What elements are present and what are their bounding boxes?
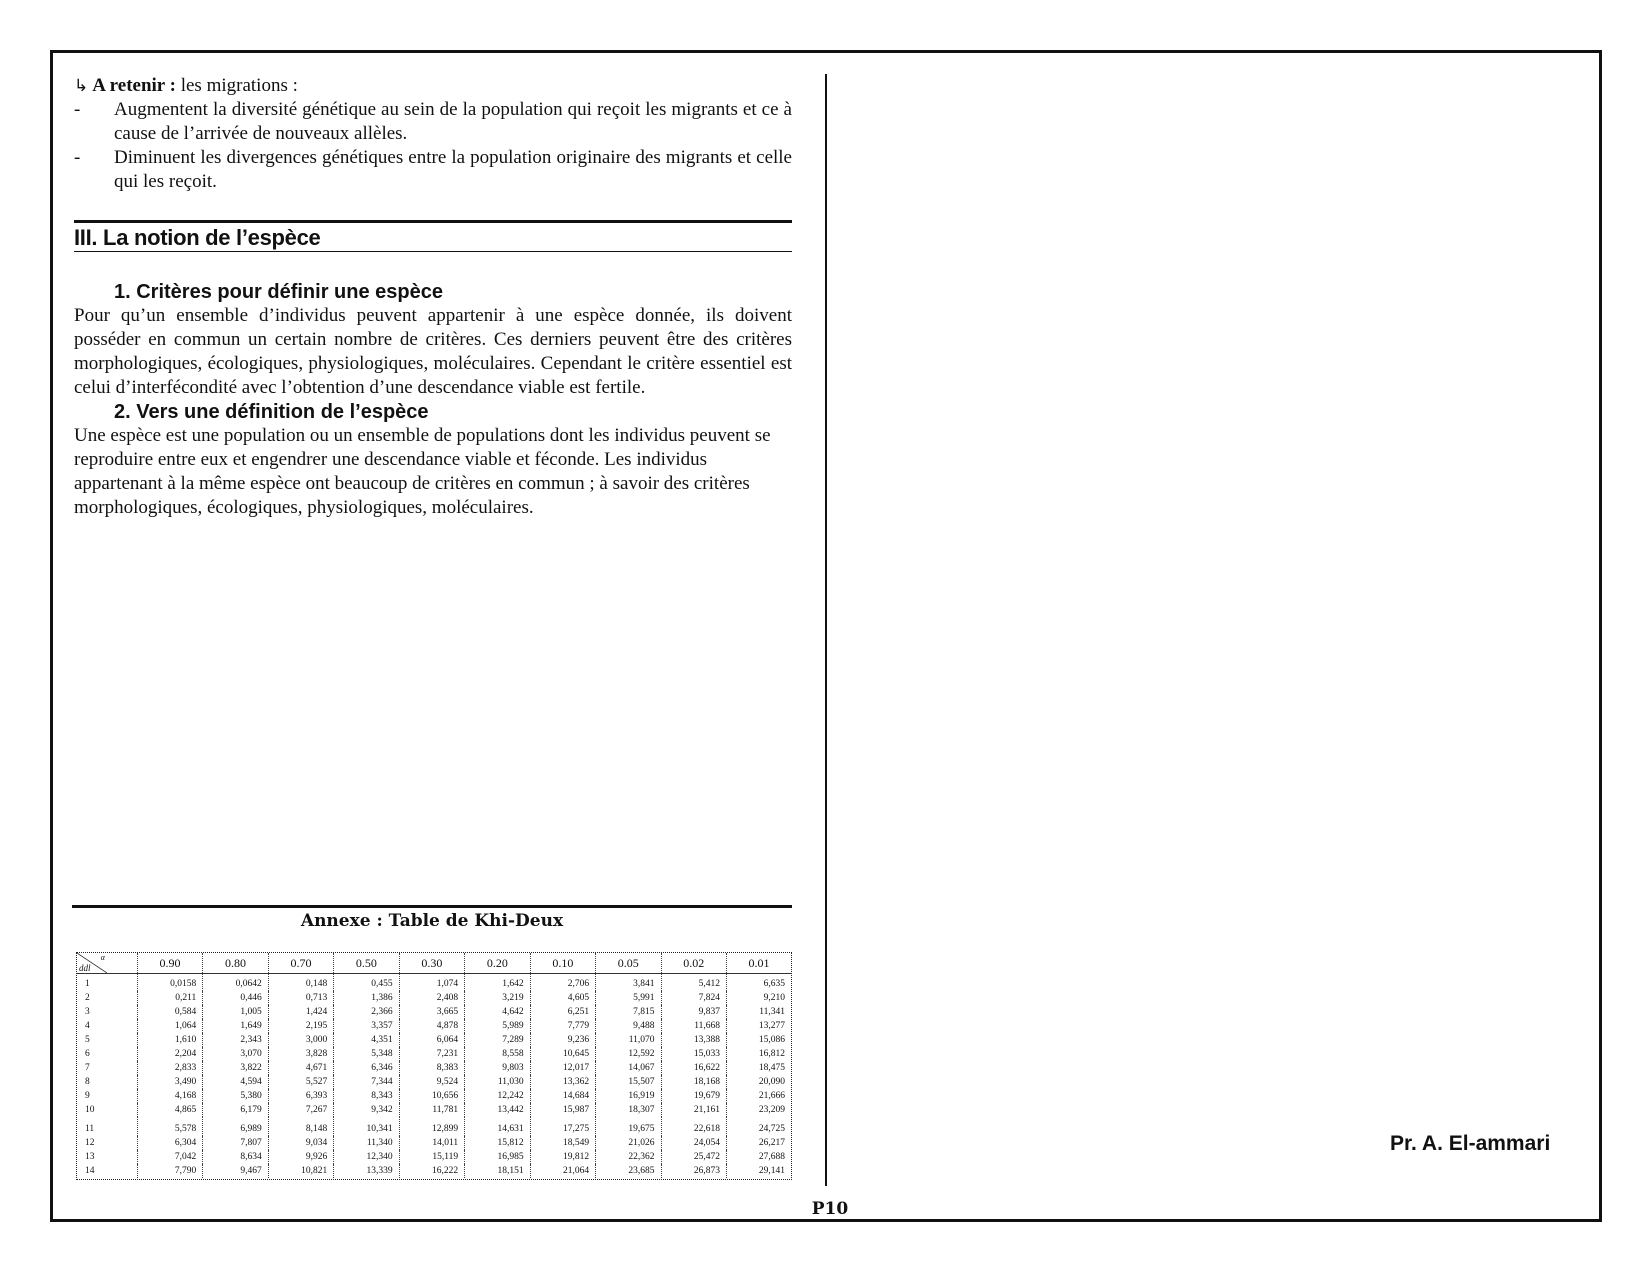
table-cell: 6,179 xyxy=(203,1103,268,1117)
alpha-label: α xyxy=(100,953,105,962)
table-cell: 5,527 xyxy=(268,1075,333,1089)
alpha-header: 0.70 xyxy=(268,953,333,974)
table-cell: 9,803 xyxy=(465,1061,530,1075)
table-cell: 13,339 xyxy=(334,1164,399,1178)
table-cell: 0,148 xyxy=(268,974,333,992)
table-cell: 7,807 xyxy=(203,1136,268,1150)
table-cell: 3,828 xyxy=(268,1047,333,1061)
table-row xyxy=(77,1136,791,1150)
table-cell: 4,594 xyxy=(203,1075,268,1089)
table-row xyxy=(77,1061,791,1075)
table-cell: 16,985 xyxy=(465,1150,530,1164)
table-cell: 24,054 xyxy=(661,1136,726,1150)
table-cell: 7,790 xyxy=(137,1164,202,1178)
table-cell: 15,812 xyxy=(465,1136,530,1150)
paragraph-definition: Une espèce est une population ou un ensemble de populations dont les individus peuvent se reproduire entre eux et engendrer une descendance viable et féconde. Les individus appartenant à la même espèce ont beaucoup de critères en commun ; à savoir des critères morphologiques, écologiques, physiologiques, moléculaires. xyxy=(74,425,771,518)
ddl-cell: 2 xyxy=(77,991,137,1005)
table-cell: 9,488 xyxy=(596,1019,661,1033)
table-cell: 11,030 xyxy=(465,1075,530,1089)
ddl-cell: 11 xyxy=(77,1117,137,1136)
table-cell: 9,210 xyxy=(763,993,785,1003)
table-cell: 21,666 xyxy=(758,1091,785,1101)
table-cell: 3,000 xyxy=(268,1033,333,1047)
table-row xyxy=(77,1047,791,1061)
table-cell: 0,713 xyxy=(268,991,333,1005)
table-cell: 24,725 xyxy=(758,1124,785,1134)
alpha-header: 0.30 xyxy=(399,953,464,974)
retenir-bullet-text: Diminuent les divergences génétiques entre la population originaire des migrants et celle qui les reçoit. xyxy=(114,147,792,192)
table-cell: 4,605 xyxy=(530,991,595,1005)
table-cell: 6,989 xyxy=(203,1117,268,1136)
table-row xyxy=(77,1103,791,1117)
table-cell: 6,304 xyxy=(137,1136,202,1150)
table-cell: 7,824 xyxy=(661,991,726,1005)
alpha-header: 0.05 xyxy=(596,953,661,974)
table-cell: 14,684 xyxy=(530,1089,595,1103)
retenir-heading xyxy=(74,74,792,98)
table-cell: 10,656 xyxy=(399,1089,464,1103)
table-cell: 7,267 xyxy=(268,1103,333,1117)
table-cell: 9,342 xyxy=(334,1103,399,1117)
table-cell: 6,346 xyxy=(334,1061,399,1075)
khi-deux-table xyxy=(76,952,792,1180)
table-cell: 9,926 xyxy=(268,1150,333,1164)
table-cell: 2,833 xyxy=(137,1061,202,1075)
table-cell: 7,344 xyxy=(334,1075,399,1089)
alpha-header: 0.20 xyxy=(465,953,530,974)
ddl-cell: 13 xyxy=(77,1150,137,1164)
left-column xyxy=(74,74,792,518)
table-cell: 15,086 xyxy=(758,1035,785,1045)
ddl-cell: 8 xyxy=(77,1075,137,1089)
table-cell: 8,383 xyxy=(399,1061,464,1075)
table-cell: 7,815 xyxy=(596,1005,661,1019)
table-cell: 23,685 xyxy=(596,1164,661,1178)
alpha-header: 0.80 xyxy=(203,953,268,974)
table-cell: 8,634 xyxy=(203,1150,268,1164)
table-cell: 0,455 xyxy=(334,974,399,992)
table-cell: 10,341 xyxy=(334,1117,399,1136)
table-cell: 1,610 xyxy=(137,1033,202,1047)
table-cell: 27,688 xyxy=(758,1152,785,1162)
table-cell: 3,665 xyxy=(399,1005,464,1019)
table-cell: 6,635 xyxy=(763,979,785,989)
retenir-bullet-text: Augmentent la diversité génétique au sein de la population qui reçoit les migrants et ce à cause de l’arrivée de nouveaux allèles. xyxy=(114,99,792,144)
table-cell: 4,878 xyxy=(399,1019,464,1033)
column-divider xyxy=(825,74,827,1186)
ddl-cell: 4 xyxy=(77,1019,137,1033)
table-row xyxy=(77,1089,791,1103)
table-cell: 4,168 xyxy=(137,1089,202,1103)
table-cell: 16,222 xyxy=(399,1164,464,1178)
table-cell: 12,340 xyxy=(334,1150,399,1164)
ddl-cell: 14 xyxy=(77,1164,137,1178)
table-cell: 2,195 xyxy=(268,1019,333,1033)
table-row xyxy=(77,974,791,992)
table-cell: 23,209 xyxy=(758,1105,785,1115)
table-row xyxy=(77,1150,791,1164)
table-cell: 2,204 xyxy=(137,1047,202,1061)
table-cell: 17,275 xyxy=(530,1117,595,1136)
table-row xyxy=(77,1075,791,1089)
table-cell: 11,341 xyxy=(759,1007,785,1017)
ddl-cell: 3 xyxy=(77,1005,137,1019)
table-cell: 5,991 xyxy=(596,991,661,1005)
khi-header-row xyxy=(77,953,791,974)
paragraph-criteres: Pour qu’un ensemble d’individus peuvent appartenir à une espèce donnée, ils doivent posséder en commun un certain nombre de critères. Ces derniers peuvent être des critères morphologiques, écologiques, physiologiques, moléculaires. Cependant le critère essentiel est celui d’interfécondité avec l’obtention d’une descendance viable est fertile. xyxy=(74,305,792,398)
table-cell: 1,074 xyxy=(399,974,464,992)
table-cell: 2,366 xyxy=(334,1005,399,1019)
table-cell: 11,781 xyxy=(399,1103,464,1117)
alpha-header: 0.10 xyxy=(530,953,595,974)
table-cell: 21,161 xyxy=(661,1103,726,1117)
annexe-title: Annexe : Table de Khi-Deux xyxy=(300,911,564,931)
table-cell: 11,668 xyxy=(661,1019,726,1033)
table-cell: 13,362 xyxy=(530,1075,595,1089)
author-name: Pr. A. El-ammari xyxy=(1390,1132,1551,1155)
ddl-cell: 10 xyxy=(77,1103,137,1117)
table-cell: 18,307 xyxy=(596,1103,661,1117)
table-cell: 22,362 xyxy=(596,1150,661,1164)
table-cell: 4,642 xyxy=(465,1005,530,1019)
table-cell: 26,217 xyxy=(758,1138,785,1148)
table-cell: 19,679 xyxy=(661,1089,726,1103)
table-cell: 3,841 xyxy=(596,974,661,992)
table-cell: 25,472 xyxy=(661,1150,726,1164)
table-cell: 16,622 xyxy=(661,1061,726,1075)
table-cell: 5,348 xyxy=(334,1047,399,1061)
table-cell: 2,343 xyxy=(203,1033,268,1047)
annexe-rule xyxy=(72,905,792,908)
table-cell: 8,558 xyxy=(465,1047,530,1061)
ddl-cell: 12 xyxy=(77,1136,137,1150)
subsection-title-definition: 2. Vers une définition de l’espèce xyxy=(114,401,429,423)
table-cell: 15,507 xyxy=(596,1075,661,1089)
table-cell: 1,424 xyxy=(268,1005,333,1019)
table-cell: 15,119 xyxy=(399,1150,464,1164)
table-cell: 1,064 xyxy=(137,1019,202,1033)
ddl-label: ddl xyxy=(79,963,91,973)
table-cell: 5,578 xyxy=(137,1117,202,1136)
table-cell: 8,148 xyxy=(268,1117,333,1136)
table-cell: 13,277 xyxy=(758,1021,785,1031)
table-cell: 0,0642 xyxy=(203,974,268,992)
table-cell: 3,357 xyxy=(334,1019,399,1033)
ddl-cell: 7 xyxy=(77,1061,137,1075)
table-cell: 4,671 xyxy=(268,1061,333,1075)
table-cell: 0,584 xyxy=(137,1005,202,1019)
table-cell: 22,618 xyxy=(661,1117,726,1136)
table-cell: 18,151 xyxy=(465,1164,530,1178)
alpha-header: 0.50 xyxy=(334,953,399,974)
table-cell: 9,524 xyxy=(399,1075,464,1089)
table-cell: 3,219 xyxy=(465,991,530,1005)
alpha-header: 0.01 xyxy=(727,953,792,974)
table-cell: 13,442 xyxy=(465,1103,530,1117)
table-cell: 9,837 xyxy=(661,1005,726,1019)
table-cell: 9,034 xyxy=(268,1136,333,1150)
table-cell: 3,490 xyxy=(137,1075,202,1089)
table-row xyxy=(77,1117,791,1136)
alpha-header: 0.02 xyxy=(661,953,726,974)
table-cell: 7,289 xyxy=(465,1033,530,1047)
retenir-bullet: - Augmentent la diversité génétique au sein de la population qui reçoit les migrants et ce à cause de l’arrivée de nouveaux allèles. xyxy=(74,99,792,144)
table-cell: 21,064 xyxy=(530,1164,595,1178)
table-cell: 2,408 xyxy=(399,991,464,1005)
table-cell: 1,386 xyxy=(334,991,399,1005)
table-cell: 3,822 xyxy=(203,1061,268,1075)
table-cell: 4,351 xyxy=(334,1033,399,1047)
table-cell: 6,064 xyxy=(399,1033,464,1047)
table-cell: 4,865 xyxy=(137,1103,202,1117)
table-cell: 2,706 xyxy=(530,974,595,992)
table-cell: 5,989 xyxy=(465,1019,530,1033)
table-cell: 12,242 xyxy=(465,1089,530,1103)
table-cell: 19,812 xyxy=(530,1150,595,1164)
page-number: P10 xyxy=(811,1199,849,1219)
table-cell: 1,649 xyxy=(203,1019,268,1033)
table-cell: 7,779 xyxy=(530,1019,595,1033)
table-row xyxy=(77,1019,791,1033)
khi-corner-cell xyxy=(77,953,137,974)
table-row xyxy=(77,991,791,1005)
table-cell: 13,388 xyxy=(661,1033,726,1047)
subsection-title-criteres: 1. Critères pour définir une espèce xyxy=(114,281,443,303)
table-cell: 6,251 xyxy=(530,1005,595,1019)
table-cell: 16,919 xyxy=(596,1089,661,1103)
table-cell: 6,393 xyxy=(268,1089,333,1103)
table-cell: 5,380 xyxy=(203,1089,268,1103)
table-cell: 15,033 xyxy=(661,1047,726,1061)
table-cell: 12,592 xyxy=(596,1047,661,1061)
table-cell: 15,987 xyxy=(530,1103,595,1117)
table-cell: 11,070 xyxy=(596,1033,661,1047)
table-cell: 7,231 xyxy=(399,1047,464,1061)
table-cell: 11,340 xyxy=(334,1136,399,1150)
arrow-icon: ↳ xyxy=(74,76,89,96)
table-row xyxy=(77,1164,791,1178)
table-cell: 0,0158 xyxy=(137,974,202,992)
table-cell: 16,812 xyxy=(758,1049,785,1059)
table-cell: 20,090 xyxy=(758,1077,785,1087)
table-cell: 14,011 xyxy=(399,1136,464,1150)
table-cell: 8,343 xyxy=(334,1089,399,1103)
retenir-label: A retenir : xyxy=(92,75,176,96)
table-cell: 18,168 xyxy=(661,1075,726,1089)
ddl-cell: 6 xyxy=(77,1047,137,1061)
table-row xyxy=(77,1005,791,1019)
table-cell: 9,236 xyxy=(530,1033,595,1047)
retenir-intro: les migrations : xyxy=(175,75,298,96)
table-row xyxy=(77,1033,791,1047)
section-body xyxy=(74,280,792,520)
table-cell: 9,467 xyxy=(203,1164,268,1178)
table-cell: 26,873 xyxy=(661,1164,726,1178)
table-cell: 21,026 xyxy=(596,1136,661,1150)
table-cell: 18,475 xyxy=(758,1063,785,1073)
table-cell: 19,675 xyxy=(596,1117,661,1136)
table-cell: 1,642 xyxy=(465,974,530,992)
table-cell: 12,899 xyxy=(399,1117,464,1136)
section-title: III. La notion de l’espèce xyxy=(74,220,792,252)
table-cell: 18,549 xyxy=(530,1136,595,1150)
table-cell: 0,446 xyxy=(203,991,268,1005)
table-cell: 29,141 xyxy=(758,1166,785,1176)
table-cell: 3,070 xyxy=(203,1047,268,1061)
ddl-cell: 9 xyxy=(77,1089,137,1103)
table-cell: 7,042 xyxy=(137,1150,202,1164)
table-cell: 14,631 xyxy=(465,1117,530,1136)
ddl-cell: 5 xyxy=(77,1033,137,1047)
table-cell: 5,412 xyxy=(661,974,726,992)
table-cell: 10,821 xyxy=(268,1164,333,1178)
table-cell: 14,067 xyxy=(596,1061,661,1075)
table-cell: 0,211 xyxy=(137,991,202,1005)
table-cell: 12,017 xyxy=(530,1061,595,1075)
alpha-header: 0.90 xyxy=(137,953,202,974)
table-cell: 10,645 xyxy=(530,1047,595,1061)
ddl-cell: 1 xyxy=(77,974,137,992)
retenir-bullet: - Diminuent les divergences génétiques entre la population originaire des migrants et celle qui les reçoit. xyxy=(74,147,792,192)
table-cell: 1,005 xyxy=(203,1005,268,1019)
